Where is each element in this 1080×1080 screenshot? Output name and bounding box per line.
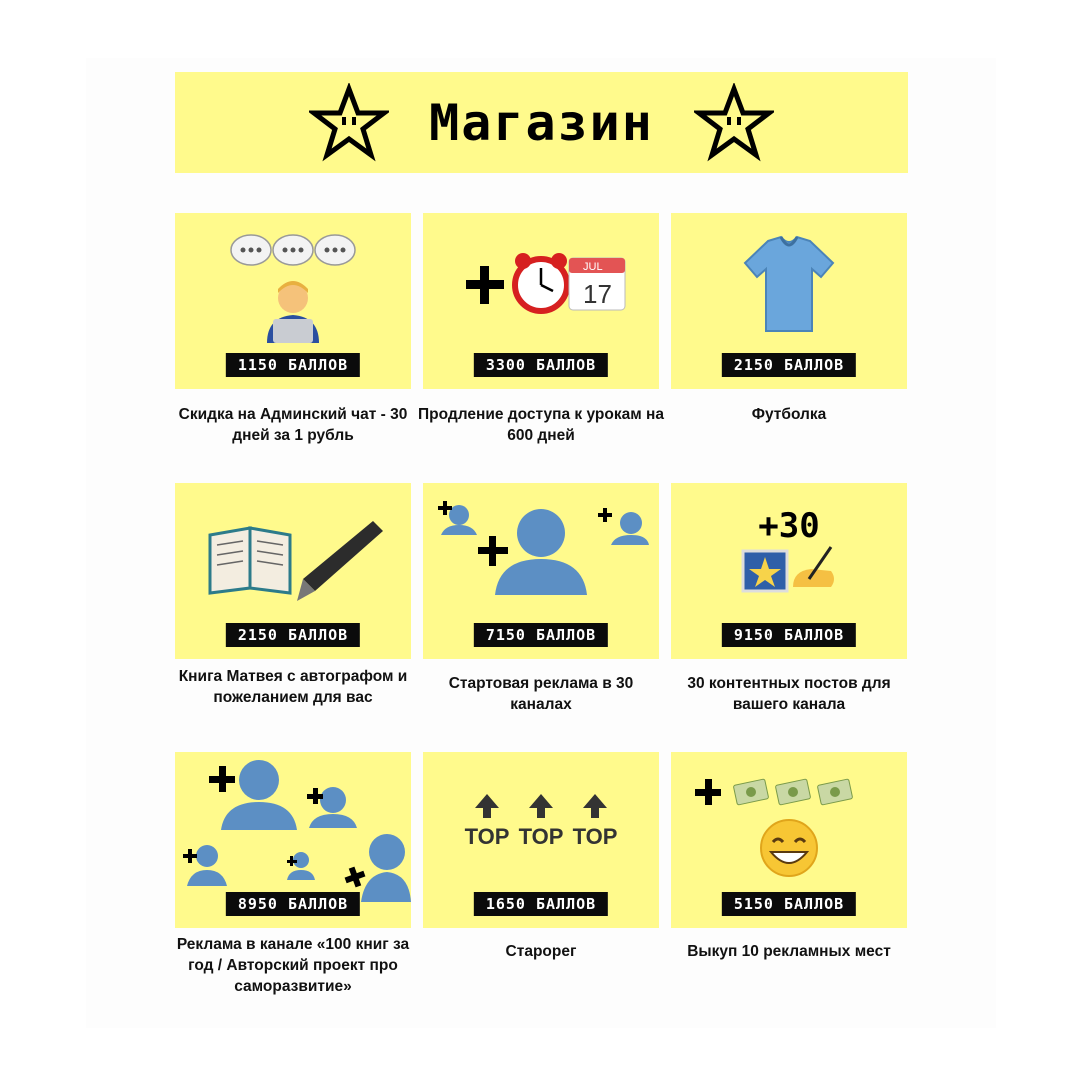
price-tag: 9150 БАЛЛОВ	[722, 623, 856, 647]
shop-item-card[interactable]	[671, 213, 907, 389]
price-tag: 5150 БАЛЛОВ	[722, 892, 856, 916]
developer-emoji	[267, 281, 319, 343]
tshirt-icon	[745, 237, 833, 331]
shop-item-card[interactable]	[423, 213, 659, 389]
writing-hand-icon	[793, 547, 834, 587]
shop-item-card[interactable]	[423, 483, 659, 659]
price-tag: 2150 БАЛЛОВ	[226, 623, 360, 647]
item-caption: Реклама в канале «100 книг за год / Авторский проект про саморазвитие»	[176, 936, 410, 995]
price-tag: 1150 БАЛЛОВ	[226, 353, 360, 377]
calendar-icon	[569, 258, 625, 310]
item-caption: Выкуп 10 рекламных мест	[687, 943, 891, 960]
shop-item-card[interactable]	[423, 752, 659, 928]
shop-item-card[interactable]	[671, 483, 907, 659]
price-tag: 2150 БАЛЛОВ	[722, 353, 856, 377]
person-silhouette-icon	[441, 505, 649, 595]
shop-item-card[interactable]	[175, 213, 411, 389]
price-tag: 3300 БАЛЛОВ	[474, 353, 608, 377]
top-label: TOP	[518, 824, 564, 849]
posts-count-badge: +30	[758, 506, 820, 546]
item-caption: Скидка на Админский чат - 30 дней за 1 рубль	[178, 406, 408, 444]
plus-icon	[695, 779, 721, 805]
shop-item-card[interactable]	[671, 752, 907, 928]
shop-item-card[interactable]	[175, 752, 411, 928]
price-tag: 7150 БАЛЛОВ	[474, 623, 608, 647]
top-label: TOP	[572, 824, 618, 849]
price-tag: 8950 БАЛЛОВ	[226, 892, 360, 916]
page-title: Магазин	[429, 93, 654, 152]
item-caption: Книга Матвея с автографом и пожеланием для вас	[178, 668, 408, 706]
picture-icon	[743, 551, 787, 591]
item-caption: Стартовая реклама в 30 каналах	[448, 675, 634, 713]
fountain-pen-icon	[297, 521, 383, 601]
shop-banner	[175, 72, 908, 173]
item-caption: 30 контентных постов для вашего канала	[687, 675, 891, 713]
top-label: TOP	[464, 824, 510, 849]
money-with-wings-icon	[733, 779, 852, 805]
plus-icon	[466, 266, 504, 304]
open-book-icon	[210, 528, 290, 593]
shop-item-card[interactable]	[175, 483, 411, 659]
up-arrow-icon	[475, 794, 607, 818]
star-icon	[309, 83, 389, 163]
grinning-face-icon	[761, 820, 817, 876]
speech-bubble-icon	[231, 235, 355, 265]
price-tag: 1650 БАЛЛОВ	[474, 892, 608, 916]
calendar-month: JUL	[583, 261, 603, 273]
item-caption: Старорег	[505, 943, 577, 960]
item-caption: Футболка	[751, 406, 827, 423]
alarm-clock-icon	[515, 253, 567, 311]
item-caption: Продление доступа к урокам на 600 дней	[418, 406, 664, 444]
star-icon	[694, 83, 774, 163]
calendar-day: 17	[583, 279, 612, 309]
